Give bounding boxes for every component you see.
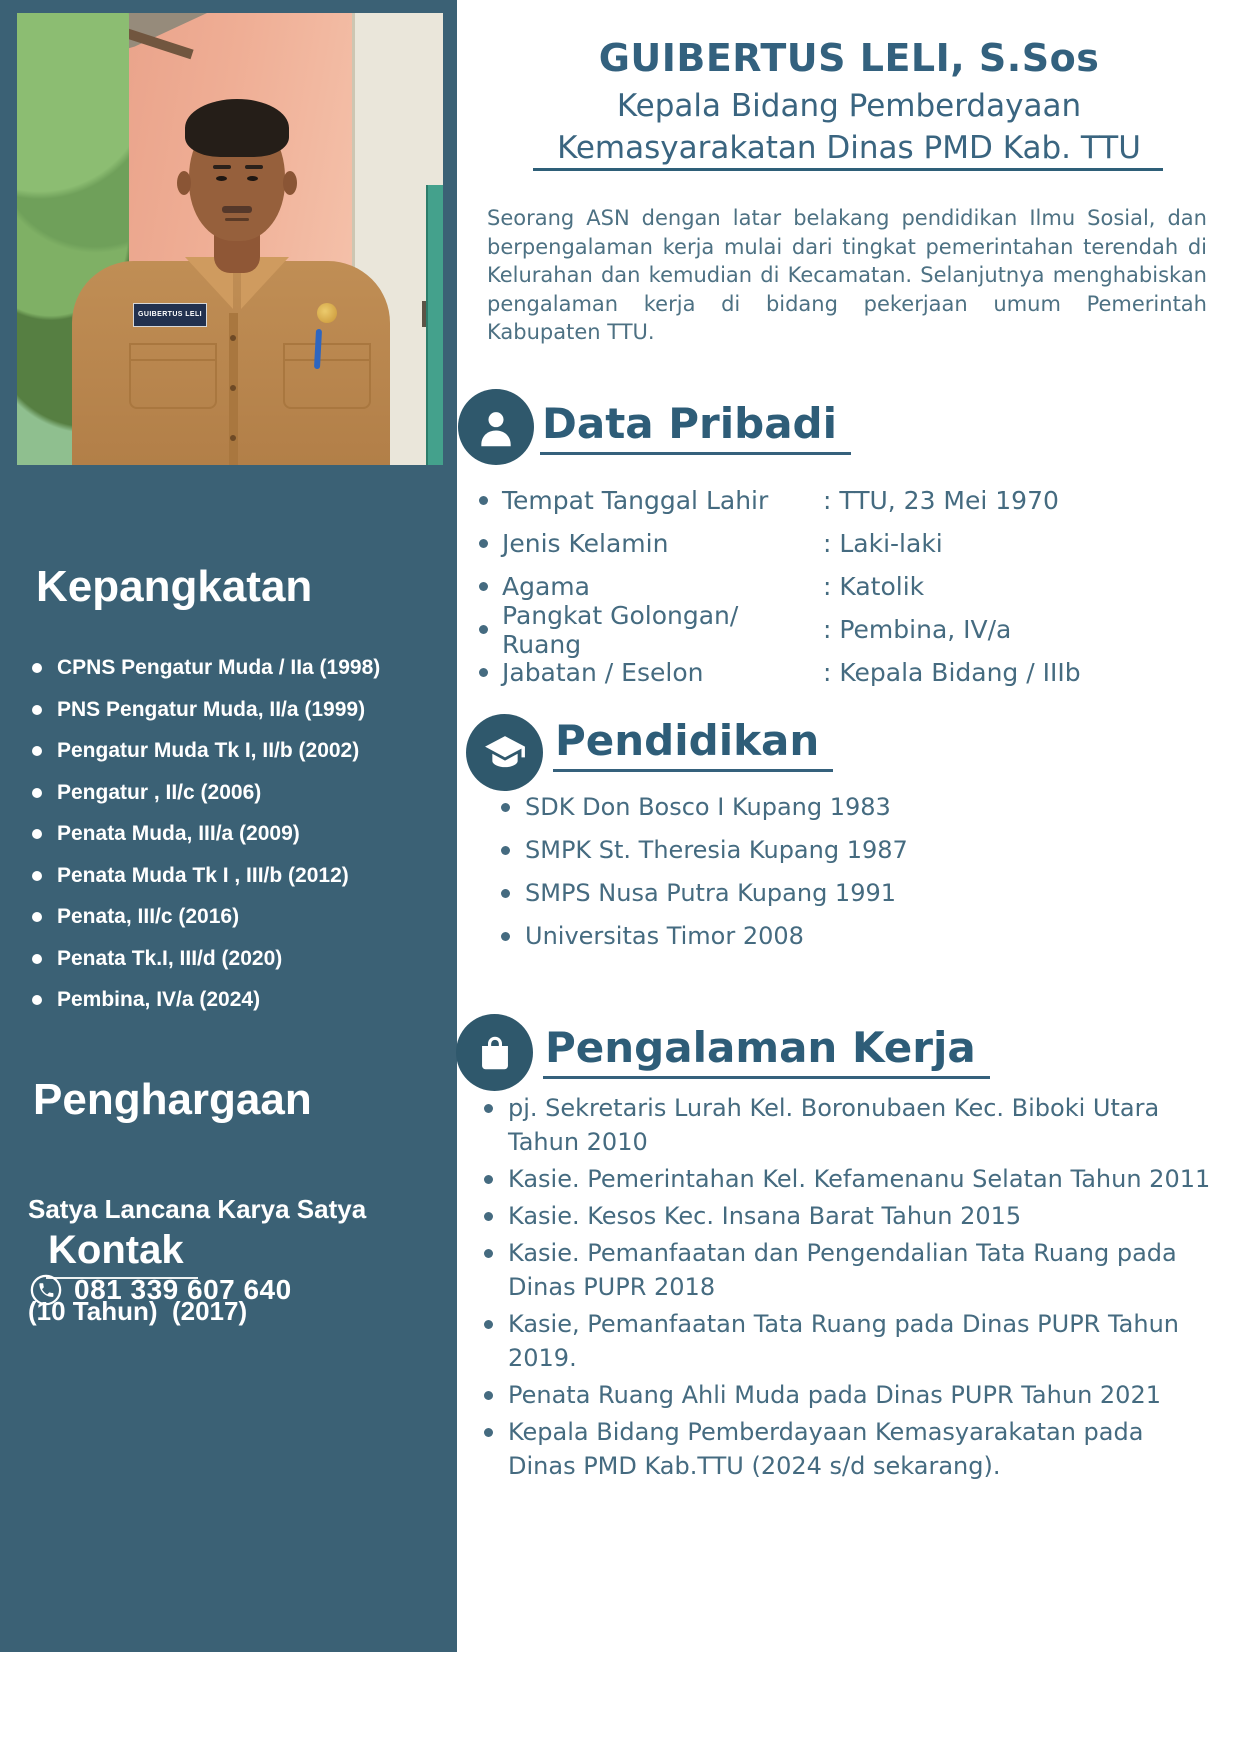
data-value: : TTU, 23 Mei 1970 (823, 486, 1059, 515)
data-row (477, 651, 1222, 694)
photo-ear-right (283, 171, 297, 195)
data-value: : Laki-laki (823, 529, 943, 558)
penghargaan-line: (10 Tahun) (2017) (28, 1296, 248, 1326)
photo-ear-left (177, 171, 191, 195)
section-title-pendidikan: Pendidikan (553, 719, 833, 772)
photo-eye-right (247, 176, 258, 181)
phone-number: 081 339 607 640 (74, 1274, 292, 1305)
kontak-phone-row (30, 1274, 292, 1306)
kepangkatan-item: Pengatur , II/c (2006) (26, 772, 446, 814)
sidebar (0, 0, 457, 1652)
pengalaman-item: Kasie. Kesos Kec. Insana Barat Tahun 2015 (460, 1199, 1212, 1233)
photo-brow-left (213, 165, 231, 169)
photo-pocket-left (129, 343, 217, 409)
kepangkatan-item: Penata, III/c (2016) (26, 896, 446, 938)
data-value: : Kepala Bidang / IIIb (823, 658, 1081, 687)
pendidikan-item: SMPK St. Theresia Kupang 1987 (477, 829, 1217, 872)
section-title-data-pribadi: Data Pribadi (540, 402, 851, 455)
pendidikan-item: SMPS Nusa Putra Kupang 1991 (477, 872, 1217, 915)
pengalaman-item: Kasie, Pemanfaatan Tata Ruang pada Dinas PUPR Tahun 2019. (460, 1307, 1212, 1375)
shopping-bag-icon (456, 1014, 533, 1091)
profile-photo (17, 13, 443, 465)
pendidikan-item: Universitas Timor 2008 (477, 915, 1217, 958)
user-icon (458, 389, 534, 465)
data-row (477, 522, 1222, 565)
photo-mustache (222, 206, 252, 213)
data-row (477, 600, 1222, 659)
photo-emblem (317, 303, 337, 323)
photo-brow-right (245, 165, 263, 169)
pengalaman-item: Penata Ruang Ahli Muda pada Dinas PUPR Tahun 2021 (460, 1378, 1212, 1412)
photo-pocket-flap (129, 359, 217, 361)
data-label: Jabatan / Eselon (502, 658, 704, 687)
page-title: GUIBERTUS LELI, S.Sos (598, 36, 1100, 80)
job-title-line2: Kemasyarakatan Dinas PMD Kab. TTU (557, 130, 1141, 166)
pengalaman-item: pj. Sekretaris Lurah Kel. Boronubaen Kec. Biboki Utara Tahun 2010 (460, 1091, 1212, 1159)
photo-mouth (225, 218, 249, 221)
kepangkatan-item: Penata Muda, III/a (2009) (26, 813, 446, 855)
data-label: Jenis Kelamin (502, 529, 669, 558)
data-label: Pangkat Golongan/ Ruang (502, 600, 739, 659)
summary-paragraph: Seorang ASN dengan latar belakang pendidikan Ilmu Sosial, dan berpengalaman kerja mulai dari tingkat pemerintahan terendah di Kelurahan dan kemudian di Kecamatan. Selanjutnya menghabiskan pengalaman kerja di bidang pekerjaan umum Pemerintah Kabupaten TTU. (487, 206, 1207, 344)
kepangkatan-title: Kepangkatan (36, 562, 313, 611)
photo-shirt-button (230, 385, 236, 391)
photo-shirt-button (230, 435, 236, 441)
photo-pocket-right (283, 343, 371, 409)
pengalaman-item: Kasie. Pemanfaatan dan Pengendalian Tata Ruang pada Dinas PUPR 2018 (460, 1236, 1212, 1304)
photo-person-hair (185, 99, 289, 157)
penghargaan-title: Penghargaan (33, 1075, 312, 1124)
pengalaman-item: Kasie. Pemerintahan Kel. Kefamenanu Selatan Tahun 2011 (460, 1162, 1212, 1196)
data-label: Agama (502, 572, 590, 601)
kepangkatan-item: Penata Tk.I, III/d (2020) (26, 938, 446, 980)
graduation-cap-icon (466, 714, 543, 791)
kontak-title: Kontak (46, 1228, 198, 1279)
data-pribadi-rows (477, 479, 1222, 694)
photo-name-badge: GUIBERTUS LELI (133, 303, 207, 327)
phone-icon (30, 1274, 62, 1306)
section-title-pengalaman-kerja: Pengalaman Kerja (543, 1026, 990, 1079)
kepangkatan-item: CPNS Pengatur Muda / IIa (1998) (26, 647, 446, 689)
title-underline (533, 168, 1163, 171)
pendidikan-list (477, 786, 1217, 958)
data-value: : Pembina, IV/a (823, 615, 1012, 644)
penghargaan-line: Satya Lancana Karya Satya (28, 1194, 367, 1224)
kepangkatan-item: PNS Pengatur Muda, II/a (1999) (26, 689, 446, 731)
kepangkatan-item: Penata Muda Tk I , III/b (2012) (26, 855, 446, 897)
kepangkatan-item: Pembina, IV/a (2024) (26, 979, 446, 1021)
data-value: : Katolik (823, 572, 925, 601)
kepangkatan-list (26, 647, 446, 1021)
photo-shirt-button (230, 335, 236, 341)
data-row (477, 479, 1222, 522)
pengalaman-item: Kepala Bidang Pemberdayaan Kemasyarakatan pada Dinas PMD Kab.TTU (2024 s/d sekarang). (460, 1415, 1212, 1483)
pengalaman-list (460, 1091, 1212, 1486)
pendidikan-item: SDK Don Bosco I Kupang 1983 (477, 786, 1217, 829)
kepangkatan-item: Pengatur Muda Tk I, II/b (2002) (26, 730, 446, 772)
photo-door (426, 185, 443, 465)
data-label: Tempat Tanggal Lahir (502, 486, 769, 515)
photo-eye-left (216, 176, 227, 181)
job-title-line1: Kepala Bidang Pemberdayaan (616, 88, 1082, 124)
photo-pocket-flap (283, 359, 371, 361)
